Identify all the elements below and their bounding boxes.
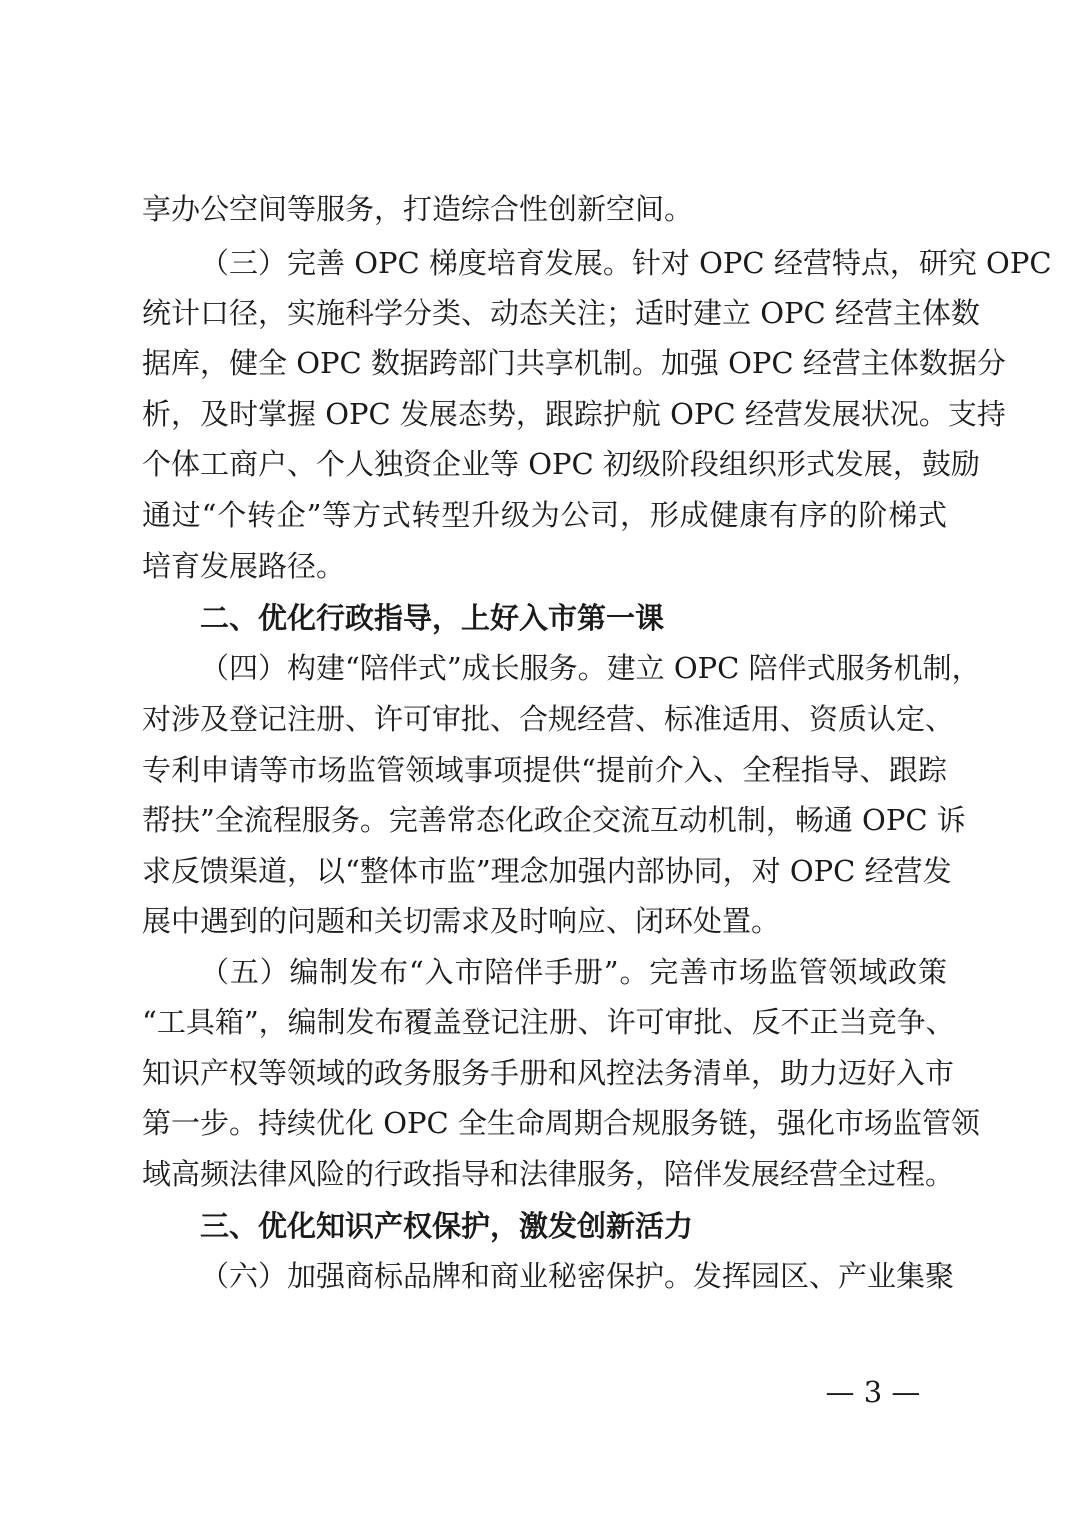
paragraph-line-10: 对涉及登记注册、许可审批、合规经营、标准适用、资质认定、 — [142, 702, 955, 736]
paragraph-line-19: 域高频法律风险的行政指导和法律服务，陪伴发展经营全过程。 — [142, 1157, 955, 1191]
page-number: — 3 — — [825, 1375, 921, 1409]
paragraph-line-11: 专利申请等市场监管领域事项提供“提前介入、全程指导、跟踪 — [142, 753, 947, 787]
paragraph-line-5: 析，及时掌握 OPC 发展态势，跟踪护航 OPC 经营发展状况。支持 — [142, 397, 1006, 431]
paragraph-line-13: 求反馈渠道，以“整体市监”理念加强内部协同，对 OPC 经营发 — [142, 854, 952, 888]
section-heading-2: 二、优化行政指导，上好入市第一课 — [200, 601, 665, 635]
section-heading-3: 三、优化知识产权保护，激发创新活力 — [200, 1209, 694, 1243]
paragraph-line-8: 培育发展路径。 — [142, 549, 346, 583]
paragraph-line-4: 据库，健全 OPC 数据跨部门共享机制。加强 OPC 经营主体数据分 — [142, 346, 1006, 380]
paragraph-line-7: 通过“个转企”等方式转型升级为公司，形成健康有序的阶梯式 — [142, 498, 947, 532]
paragraph-line-20: （六）加强商标品牌和商业秘密保护。发挥园区、产业集聚 — [200, 1259, 955, 1293]
paragraph-line-1: 享办公空间等服务，打造综合性创新空间。 — [142, 192, 694, 226]
paragraph-line-17: 知识产权等领域的政务服务手册和风控法务清单，助力迈好入市 — [142, 1056, 955, 1090]
paragraph-line-2: （三）完善 OPC 梯度培育发展。针对 OPC 经营特点，研究 OPC — [200, 246, 1052, 280]
paragraph-line-6: 个体工商户、个人独资企业等 OPC 初级阶段组织形式发展，鼓励 — [142, 447, 980, 481]
paragraph-line-12: 帮扶”全流程服务。完善常态化政企交流互动机制，畅通 OPC 诉 — [142, 803, 966, 837]
paragraph-line-14: 展中遇到的问题和关切需求及时响应、闭环处置。 — [142, 904, 781, 938]
paragraph-line-3: 统计口径，实施科学分类、动态关注；适时建立 OPC 经营主体数 — [142, 296, 980, 330]
paragraph-line-16: “工具箱”，编制发布覆盖登记注册、许可审批、反不正当竞争、 — [142, 1005, 955, 1039]
paragraph-line-18: 第一步。持续优化 OPC 全生命周期合规服务链，强化市场监管领 — [142, 1106, 980, 1140]
paragraph-line-15: （五）编制发布“入市陪伴手册”。完善市场监管领域政策 — [200, 955, 947, 989]
paragraph-line-9: （四）构建“陪伴式”成长服务。建立 OPC 陪伴式服务机制， — [200, 651, 981, 685]
